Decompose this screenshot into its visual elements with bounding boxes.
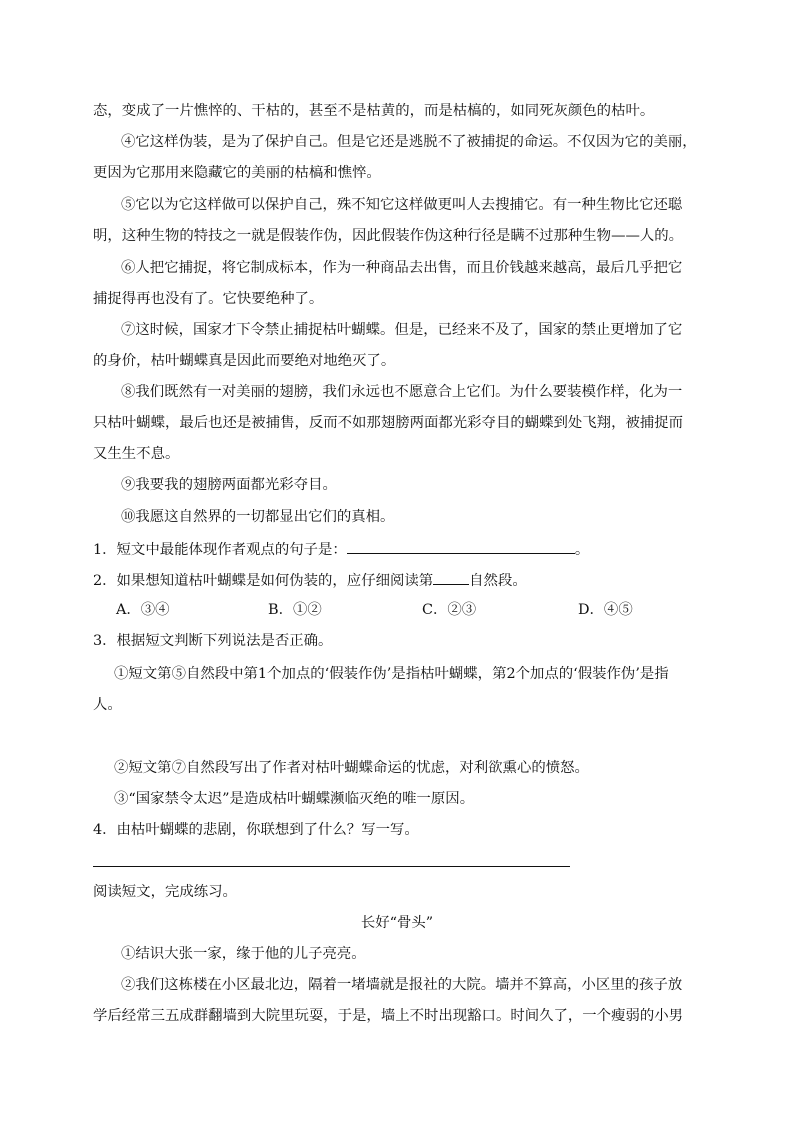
passage1-p9: ⑨我要我的翅膀两面都光彩夺目。: [121, 477, 337, 493]
passage1-p8-line1: ⑧我们既然有一对美丽的翅膀，我们永远也不愿意合上它们。为什么要装模作样，化为一: [121, 384, 683, 400]
question-3-item-1-line1: ①短文第⑤自然段中第1个加点的‘假装作伪’是指枯叶蝴蝶，第2个加点的‘假装作伪’是指: [114, 666, 669, 682]
question-4-text: 4．由枯叶蝴蝶的悲剧，你联想到了什么？写一写。: [93, 822, 419, 838]
question-2-option-c[interactable]: C．②③: [422, 602, 477, 618]
question-1-end: 。: [574, 542, 590, 558]
question-3-item-3: ③“国家禁令太迟”是造成枯叶蝴蝶濒临灭绝的唯一原因。: [114, 791, 475, 807]
passage2-p2-line1: ②我们这栋楼在小区最北边，隔着一堵墙就是报社的大院。墙并不算高，小区里的孩子放: [121, 977, 683, 993]
question-3-text: 3．根据短文判断下列说法是否正确。: [93, 633, 333, 649]
passage1-p4-line2: 更因为它那用来隐藏它的美丽的枯槁和憔悴。: [93, 165, 381, 181]
question-1: [93, 538, 589, 560]
passage1-p4-line1: ④它这样伪装，是为了保护自己。但是它还是逃脱不了被捕捉的命运。不仅因为它的美丽，: [121, 134, 697, 150]
question-2-option-b[interactable]: B．①②: [268, 602, 322, 618]
question-2-text: 2．如果想知道枯叶蝴蝶是如何伪装的，应仔细阅读第: [93, 573, 434, 589]
question-3-item-1-line2: 人。: [93, 697, 122, 713]
passage1-p5-line1: ⑤它以为它这样做可以保护自己，殊不知它这样做更叫人去搜捕它。有一种生物比它还聪: [121, 197, 683, 213]
passage1-p6-line1: ⑥人把它捕捉，将它制成标本，作为一种商品去出售，而且价钱越来越高，最后几乎把它: [121, 260, 683, 276]
question-4-answer-line[interactable]: [93, 866, 570, 867]
passage1-p8-line3: 又生生不息。: [93, 446, 180, 462]
passage2-instruction: 阅读短文，完成练习。: [93, 884, 237, 900]
question-1-answer-blank[interactable]: [347, 538, 575, 554]
question-1-text: 1．短文中最能体现作者观点的句子是：: [93, 542, 347, 558]
question-2: [93, 569, 527, 591]
question-2-option-d[interactable]: D．④⑤: [578, 602, 633, 618]
passage2-p1: ①结识大张一家，缘于他的儿子亮亮。: [121, 946, 366, 962]
passage1-p6-line2: 捕捉得再也没有了。它快要绝种了。: [93, 291, 324, 307]
passage1-p10: ⑩我愿这自然界的一切都显出它们的真相。: [121, 509, 395, 525]
passage2-title: 长好“骨头”: [360, 915, 434, 931]
question-2-answer-blank[interactable]: [433, 569, 469, 585]
question-3-item-2: ②短文第⑦自然段写出了作者对枯叶蝴蝶命运的忧虑，对利欲熏心的愤怒。: [114, 760, 589, 776]
passage2-p2-line2: 学后经常三五成群翻墙到大院里玩耍，于是，墙上不时出现豁口。时间久了，一个瘦弱的小男: [93, 1008, 684, 1024]
question-2-option-a[interactable]: A．③④: [116, 602, 170, 618]
passage1-p8-line2: 只枯叶蝴蝶，最后也还是被捕售，反而不如那翅膀两面都光彩夺目的蝴蝶到处飞翔，被捕捉而: [93, 415, 684, 431]
passage1-p5-line2: 明，这种生物的特技之一就是假装作伪，因此假装作伪这种行径是瞒不过那种生物——人的。: [93, 228, 684, 244]
question-2-end: 自然段。: [469, 573, 527, 589]
passage1-p3-tail: 态，变成了一片憔悴的、干枯的，甚至不是枯黄的，而是枯槁的，如同死灰颜色的枯叶。: [93, 103, 655, 119]
passage1-p7-line2: 的身价，枯叶蝴蝶真是因此而要绝对地绝灭了。: [93, 353, 396, 369]
passage1-p7-line1: ⑦这时候，国家才下令禁止捕捉枯叶蝴蝶。但是，已经来不及了，国家的禁止更增加了它: [121, 322, 683, 338]
